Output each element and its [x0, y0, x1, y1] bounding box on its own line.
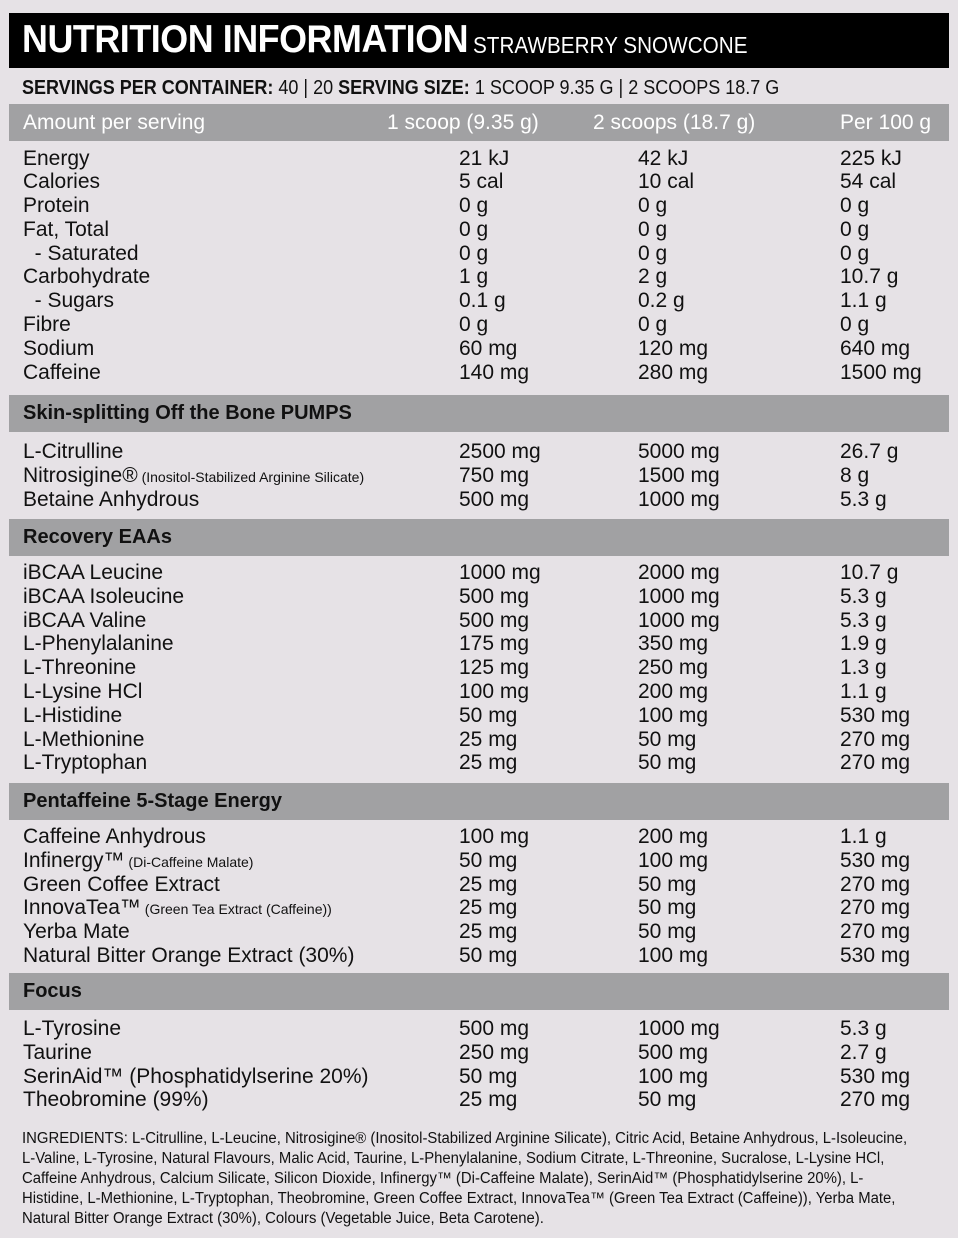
value-1-scoop: 1000 mg: [459, 561, 541, 584]
table-row: [0, 464, 958, 488]
nutrient-label: Taurine: [23, 1040, 92, 1064]
column-header-2-scoops: 2 scoops (18.7 g): [593, 111, 756, 134]
value-2-scoops: 1000 mg: [638, 1017, 720, 1040]
value-2-scoops: 200 mg: [638, 680, 709, 703]
nutrient-label: iBCAA Leucine: [23, 561, 164, 584]
nutrient-name: [23, 361, 101, 385]
nutrient-note: (Di-Caffeine Malate): [124, 853, 254, 870]
nutrient-label: L-Tryptophan: [23, 751, 148, 775]
nutrient-label: L-Tyrosine: [23, 1017, 122, 1040]
nutrient-label: Green Coffee Extract: [23, 872, 220, 896]
value-2-scoops: 280 mg: [638, 361, 709, 384]
value-1-scoop: 5 cal: [459, 170, 504, 193]
value-per-100g: 225 kJ: [840, 147, 902, 170]
nutrient-name: [23, 265, 150, 289]
nutrient-name: [23, 751, 147, 775]
value-1-scoop: 250 mg: [459, 1040, 530, 1064]
nutrient-name: [23, 218, 109, 242]
value-2-scoops: 250 mg: [638, 656, 709, 680]
table-row: [0, 147, 958, 171]
nutrient-label: Betaine Anhydrous: [23, 487, 200, 511]
value-per-100g: 270 mg: [840, 920, 911, 944]
value-2-scoops: 1000 mg: [638, 608, 720, 632]
table-row: [0, 609, 958, 633]
table-row: [0, 242, 958, 266]
value-1-scoop: 25 mg: [459, 872, 518, 896]
value-per-100g: 530 mg: [840, 703, 911, 727]
value-per-100g: 1.1 g: [840, 680, 887, 703]
value-1-scoop: 0 g: [459, 194, 489, 217]
table-row: [0, 361, 958, 385]
value-1-scoop: 175 mg: [459, 632, 530, 656]
value-2-scoops: 120 mg: [638, 337, 709, 360]
value-per-100g: 5.3 g: [840, 584, 887, 608]
value-2-scoops: 42 kJ: [638, 147, 689, 170]
table-row: [0, 849, 958, 873]
servings-info: [22, 74, 859, 102]
nutrient-name: [23, 896, 332, 921]
table-row: [0, 1017, 958, 1041]
nutrient-label: Caffeine: [23, 361, 101, 384]
value-2-scoops: 200 mg: [638, 825, 709, 848]
nutrient-name: [23, 242, 139, 266]
value-per-100g: 530 mg: [840, 848, 911, 872]
value-per-100g: 0 g: [840, 242, 870, 265]
value-1-scoop: 0.1 g: [459, 289, 506, 312]
nutrient-label: - Sugars: [23, 289, 115, 312]
value-1-scoop: 50 mg: [459, 944, 518, 967]
value-2-scoops: 350 mg: [638, 632, 709, 656]
value-1-scoop: 100 mg: [459, 825, 530, 848]
value-2-scoops: 0.2 g: [638, 289, 685, 312]
value-1-scoop: 500 mg: [459, 584, 530, 608]
value-per-100g: 530 mg: [840, 944, 911, 967]
value-1-scoop: 50 mg: [459, 848, 518, 872]
value-1-scoop: 25 mg: [459, 751, 518, 775]
table-row: [0, 920, 958, 944]
value-2-scoops: 2 g: [638, 265, 668, 288]
nutrient-name: [23, 1065, 369, 1089]
table-row: [0, 896, 958, 920]
nutrient-label: Carbohydrate: [23, 265, 151, 288]
nutrient-label: Energy: [23, 147, 90, 170]
value-1-scoop: 125 mg: [459, 656, 530, 680]
value-per-100g: 1.1 g: [840, 825, 887, 848]
value-per-100g: 5.3 g: [840, 608, 887, 632]
serving-size-value: 1 SCOOP 9.35 G | 2 SCOOPS 18.7 G: [474, 77, 780, 99]
value-2-scoops: 0 g: [638, 313, 668, 336]
value-1-scoop: 25 mg: [459, 1088, 518, 1112]
nutrient-label: L-Phenylalanine: [23, 632, 174, 656]
value-2-scoops: 2000 mg: [638, 561, 720, 584]
nutrient-name: [23, 194, 90, 218]
nutrient-name: [23, 825, 206, 849]
nutrient-label: Natural Bitter Orange Extract (30%): [23, 944, 355, 967]
value-per-100g: 10.7 g: [840, 561, 899, 584]
value-per-100g: 1500 mg: [840, 361, 922, 384]
nutrient-label: - Saturated: [23, 242, 139, 265]
value-2-scoops: 0 g: [638, 242, 668, 265]
value-1-scoop: 25 mg: [459, 920, 518, 944]
nutrient-name: [23, 147, 90, 171]
nutrient-name: [23, 313, 71, 337]
value-1-scoop: 500 mg: [459, 608, 530, 632]
value-1-scoop: 500 mg: [459, 1017, 530, 1040]
nutrient-label: L-Histidine: [23, 703, 123, 727]
table-row: [0, 728, 958, 752]
table-row: [0, 680, 958, 704]
value-1-scoop: 25 mg: [459, 896, 518, 920]
value-2-scoops: 50 mg: [638, 751, 697, 775]
nutrient-name: [23, 561, 163, 585]
nutrient-label: InnovaTea™: [23, 896, 141, 920]
nutrient-name: [23, 944, 354, 968]
nutrient-label: Fat, Total: [23, 218, 109, 241]
value-2-scoops: 100 mg: [638, 703, 709, 727]
value-per-100g: 1.9 g: [840, 632, 887, 656]
column-header-per-100g: Per 100 g: [840, 111, 932, 134]
value-per-100g: 640 mg: [840, 337, 911, 360]
value-1-scoop: 0 g: [459, 242, 489, 265]
value-2-scoops: 0 g: [638, 218, 668, 241]
value-2-scoops: 1000 mg: [638, 584, 720, 608]
table-row: [0, 337, 958, 361]
value-per-100g: 270 mg: [840, 1088, 911, 1112]
servings-per-container-label: SERVINGS PER CONTAINER:: [22, 77, 274, 99]
ingredients-list: INGREDIENTS: L-Citrulline, L-Leucine, Nitrosigine® (Inositol-Stabilized Arginine Silicate), Citric Acid, Betaine Anhydrous, L-Isoleucine, L-Valine, L-Tyrosine, Natural Flavours, Malic Acid, Taurine, L-Phenylalanine, Sodium Citrate, L-Threonine, Sucralose, L-Lysine HCl, Caffeine Anhydrous, Calcium Silicate, Silicon Dioxide, Infinergy™ (Di-Caffeine Malate), SerinAid™ (Phosphatidylserine 20%), L-Histidine, L-Methionine, L-Tryptophan, Theobromine, Green Coffee Extract, InnovaTea™ (Green Tea Extract (Caffeine)), Yerba Mate, Natural Bitter Orange Extract (30%), Colours (Vegetable Juice, Beta Carotene).: [22, 1130, 908, 1227]
nutrient-name: [23, 609, 146, 633]
flavour-name: STRAWBERRY SNOWCONE: [472, 32, 748, 58]
value-1-scoop: 750 mg: [459, 463, 530, 487]
value-per-100g: 270 mg: [840, 896, 911, 920]
nutrient-label: Theobromine (99%): [23, 1088, 209, 1112]
value-per-100g: 0 g: [840, 194, 870, 217]
value-per-100g: 270 mg: [840, 751, 911, 775]
nutrient-name: [23, 289, 114, 313]
table-row: [0, 289, 958, 313]
table-row: [0, 1041, 958, 1065]
column-header-1-scoop: 1 scoop (9.35 g): [387, 111, 539, 134]
column-header-row: [9, 104, 949, 141]
nutrient-label: Sodium: [23, 337, 95, 360]
nutrient-label: L-Lysine HCl: [23, 680, 143, 703]
servings-per-container-value: 40 | 20: [278, 77, 334, 99]
table-row: [0, 944, 958, 968]
table-row: [0, 313, 958, 337]
value-1-scoop: 50 mg: [459, 703, 518, 727]
nutrient-label: Nitrosigine®: [23, 463, 138, 487]
table-row: [0, 632, 958, 656]
value-2-scoops: 1500 mg: [638, 463, 720, 487]
value-2-scoops: 5000 mg: [638, 440, 720, 463]
title-bar: [9, 13, 949, 68]
table-row: [0, 825, 958, 849]
value-per-100g: 270 mg: [840, 872, 911, 896]
value-per-100g: 0 g: [840, 218, 870, 241]
value-1-scoop: 2500 mg: [459, 440, 541, 463]
nutrient-name: [23, 488, 199, 512]
value-1-scoop: 50 mg: [459, 1064, 518, 1088]
nutrient-label: L-Threonine: [23, 656, 137, 680]
nutrient-name: [23, 1088, 209, 1112]
nutrient-label: Calories: [23, 170, 101, 193]
value-1-scoop: 25 mg: [459, 727, 518, 751]
table-row: [0, 561, 958, 585]
value-2-scoops: 1000 mg: [638, 487, 720, 511]
nutrient-label: Fibre: [23, 313, 71, 336]
value-per-100g: 270 mg: [840, 727, 911, 751]
value-1-scoop: 21 kJ: [459, 147, 510, 170]
value-1-scoop: 0 g: [459, 313, 489, 336]
nutrient-name: [23, 704, 122, 728]
nutrient-label: iBCAA Valine: [23, 608, 147, 632]
column-header-amount: Amount per serving: [23, 111, 206, 134]
value-per-100g: 26.7 g: [840, 440, 899, 463]
value-1-scoop: 100 mg: [459, 680, 530, 703]
section-header: Focus: [9, 973, 949, 1010]
value-per-100g: 5.3 g: [840, 487, 887, 511]
value-per-100g: 1.3 g: [840, 656, 887, 680]
nutrient-name: [23, 873, 220, 897]
nutrient-name: [23, 920, 130, 944]
value-per-100g: 10.7 g: [840, 265, 899, 288]
serving-size-label: SERVING SIZE:: [338, 77, 470, 99]
nutrient-label: iBCAA Isoleucine: [23, 584, 185, 608]
value-2-scoops: 10 cal: [638, 170, 695, 193]
section-header: Recovery EAAs: [9, 519, 949, 556]
value-2-scoops: 50 mg: [638, 1088, 697, 1112]
nutrient-label: Infinergy™: [23, 848, 125, 872]
value-per-100g: 5.3 g: [840, 1017, 887, 1040]
table-row: [0, 1088, 958, 1112]
nutrient-label: SerinAid™ (Phosphatidylserine 20%): [23, 1064, 369, 1088]
value-per-100g: 2.7 g: [840, 1040, 887, 1064]
nutrient-name: [23, 656, 136, 680]
value-1-scoop: 500 mg: [459, 487, 530, 511]
nutrient-note: (Inositol-Stabilized Arginine Silicate): [137, 468, 365, 485]
nutrient-label: L-Citrulline: [23, 440, 124, 463]
table-row: [0, 873, 958, 897]
table-row: [0, 170, 958, 194]
value-2-scoops: 0 g: [638, 194, 668, 217]
value-2-scoops: 50 mg: [638, 872, 697, 896]
nutrient-label: Caffeine Anhydrous: [23, 825, 206, 848]
value-per-100g: 530 mg: [840, 1064, 911, 1088]
table-row: [0, 265, 958, 289]
nutrient-name: [23, 1041, 92, 1065]
nutrient-name: [23, 440, 123, 464]
value-2-scoops: 50 mg: [638, 727, 697, 751]
nutrient-name: [23, 728, 144, 752]
table-row: [0, 1065, 958, 1089]
value-per-100g: 1.1 g: [840, 289, 887, 312]
value-2-scoops: 500 mg: [638, 1040, 709, 1064]
value-1-scoop: 1 g: [459, 265, 489, 288]
value-1-scoop: 60 mg: [459, 337, 518, 360]
value-2-scoops: 50 mg: [638, 920, 697, 944]
table-row: [0, 440, 958, 464]
value-1-scoop: 140 mg: [459, 361, 530, 384]
table-row: [0, 585, 958, 609]
nutrient-label: L-Methionine: [23, 727, 145, 751]
table-row: [0, 488, 958, 512]
table-row: [0, 218, 958, 242]
value-per-100g: 54 cal: [840, 170, 897, 193]
table-row: [0, 194, 958, 218]
nutrient-label: Yerba Mate: [23, 920, 130, 944]
value-per-100g: 8 g: [840, 463, 870, 487]
table-row: [0, 656, 958, 680]
table-row: [0, 751, 958, 775]
nutrient-name: [23, 680, 142, 704]
value-per-100g: 0 g: [840, 313, 870, 336]
nutrient-name: [23, 849, 253, 874]
page-title: NUTRITION INFORMATION: [22, 18, 469, 61]
nutrient-name: [23, 464, 364, 489]
nutrient-name: [23, 1017, 121, 1041]
value-2-scoops: 100 mg: [638, 944, 709, 967]
nutrient-name: [23, 632, 174, 656]
value-2-scoops: 50 mg: [638, 896, 697, 920]
value-2-scoops: 100 mg: [638, 1064, 709, 1088]
nutrient-name: [23, 585, 184, 609]
nutrient-name: [23, 337, 94, 361]
value-1-scoop: 0 g: [459, 218, 489, 241]
table-row: [0, 704, 958, 728]
value-2-scoops: 100 mg: [638, 848, 709, 872]
section-header: Skin-splitting Off the Bone PUMPS: [9, 395, 949, 432]
nutrient-note: (Green Tea Extract (Caffeine)): [140, 901, 332, 918]
nutrient-name: [23, 170, 100, 194]
nutrient-label: Protein: [23, 194, 90, 217]
section-header: Pentaffeine 5-Stage Energy: [9, 783, 949, 820]
